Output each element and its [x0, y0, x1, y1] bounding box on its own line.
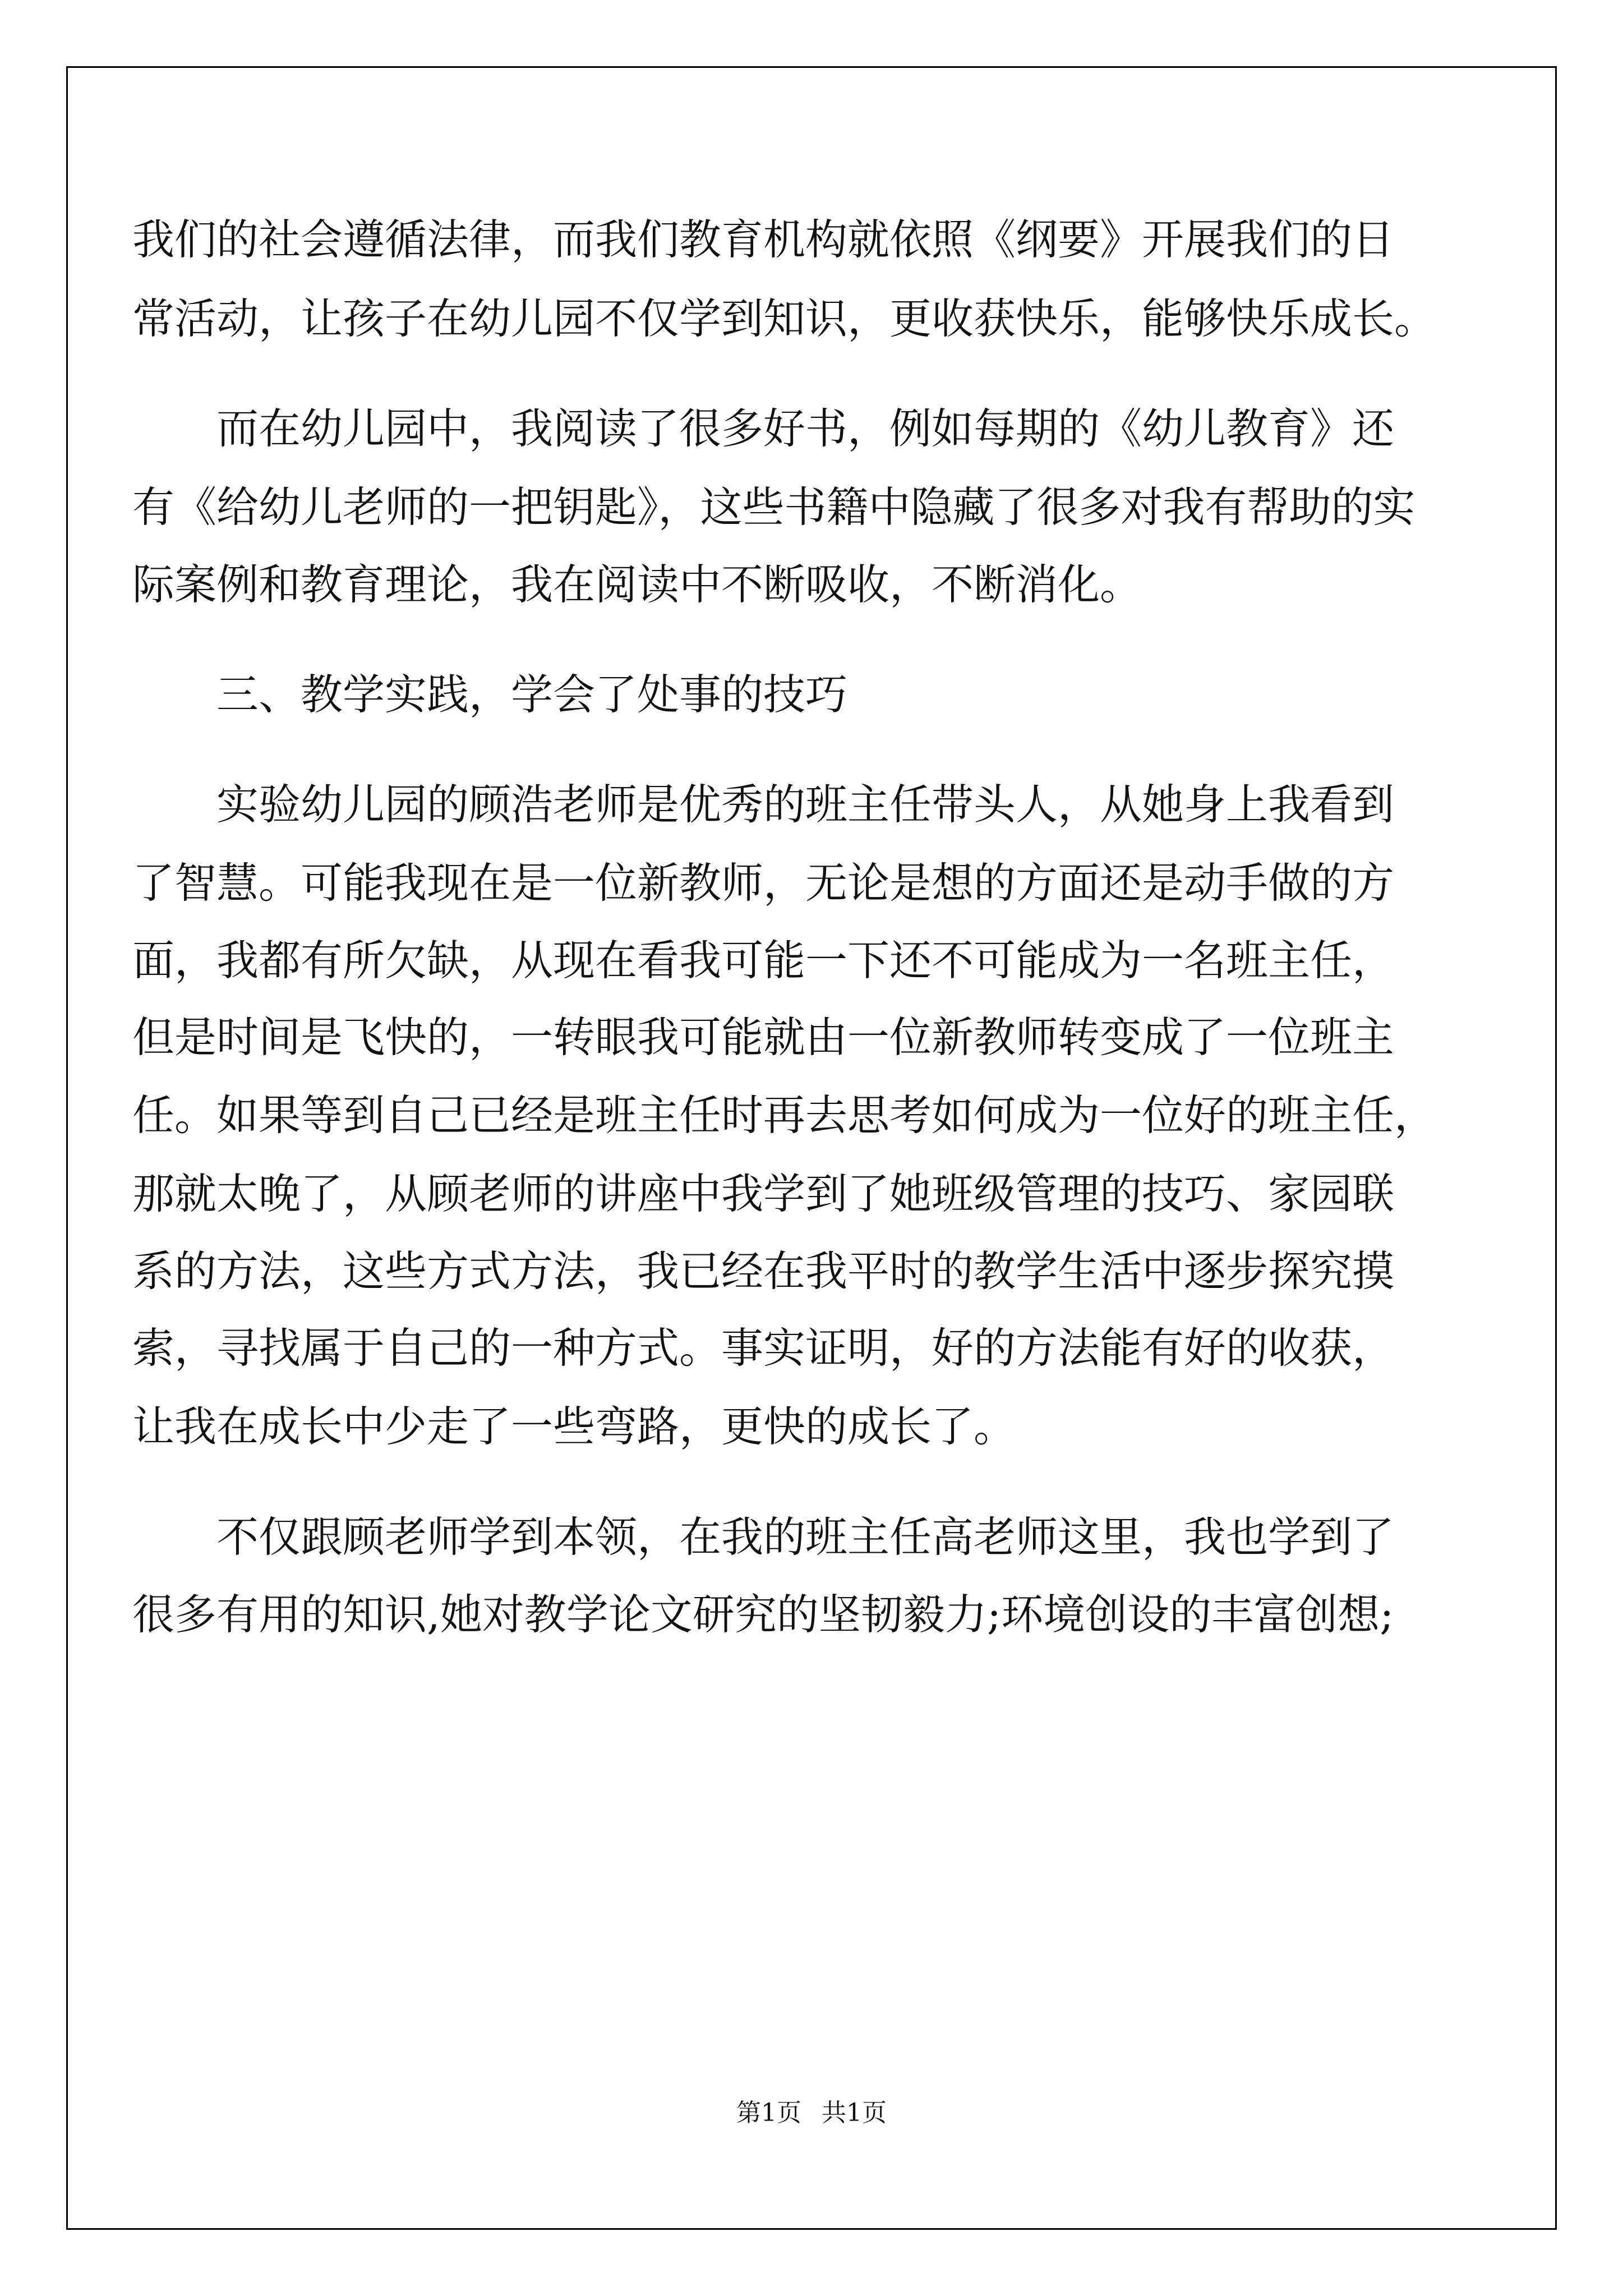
page-number: 第1页 [736, 2099, 801, 2127]
text-line: 但是时间是飞快的，一转眼我可能就由一位新教师转变成了一位班主 [132, 1013, 1395, 1062]
text-line: 很多有用的知识,她对教学论文研究的坚韧毅力;环境创设的丰富创想; [132, 1590, 1394, 1639]
text-line: 面，我都有所欠缺，从现在看我可能一下还不可能成为一名班主任， [132, 936, 1395, 985]
text-line: 任。如果等到自己已经是班主任时再去思考如何成为一位好的班主任， [132, 1091, 1437, 1140]
page-border [66, 66, 1557, 2230]
text-line: 有《给幼儿老师的一把钥匙》，这些书籍中隐藏了很多对我有帮助的实 [132, 482, 1415, 532]
text-line: 我们的社会遵循法律，而我们教育机构就依照《纲要》开展我们的日 [132, 215, 1395, 264]
page-total: 共1页 [822, 2099, 887, 2127]
text-line: 常活动，让孩子在幼儿园不仅学到知识，更收获快乐，能够快乐成长。 [132, 294, 1437, 343]
text-line: 索，寻找属于自己的一种方式。事实证明，好的方法能有好的收获， [132, 1323, 1395, 1373]
text-line: 系的方法，这些方式方法，我已经在我平时的教学生活中逐步探究摸 [132, 1246, 1395, 1296]
section-heading: 三、教学实践，学会了处事的技巧 [216, 670, 848, 719]
text-line: 让我在成长中少走了一些弯路，更快的成长了。 [132, 1402, 1016, 1451]
text-line: 实验幼儿园的顾浩老师是优秀的班主任带头人，从她身上我看到 [216, 780, 1395, 829]
text-line: 际案例和教育理论，我在阅读中不断吸收，不断消化。 [132, 560, 1142, 609]
page-footer [0, 2092, 1623, 2128]
text-line: 不仅跟顾老师学到本领，在我的班主任高老师这里，我也学到了 [216, 1512, 1395, 1562]
text-line: 而在幼儿园中，我阅读了很多好书，例如每期的《幼儿教育》还 [216, 404, 1395, 453]
text-line: 了智慧。可能我现在是一位新教师，无论是想的方面还是动手做的方 [132, 858, 1395, 908]
text-line: 那就太晚了，从顾老师的讲座中我学到了她班级管理的技巧、家园联 [132, 1169, 1395, 1218]
